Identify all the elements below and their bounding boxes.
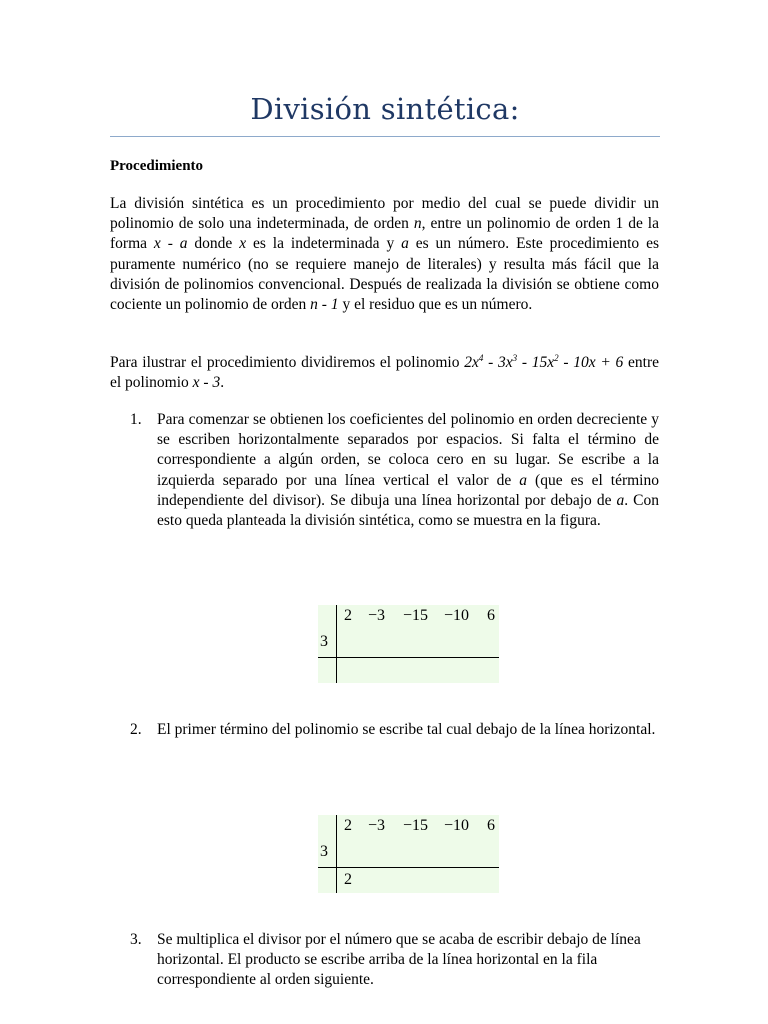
intro-paragraph: La división sintética es un procedimiento por medio del cual se puede dividir un polinomio de solo una indeterminada, de orden n, entre un polinomio de orden 1 de la forma x - a donde x es la indeterminada y a es un número. Este procedimiento es puramente numérico (no se requiere manejo de literales) y resulta más fácil que la división de polinomios convencional. Después de realizada la división se obtiene como cociente un polinomio de orden n - 1 y el residuo que es un número. xyxy=(110,195,659,314)
coefficient: −3 xyxy=(368,817,386,834)
result-value: 2 xyxy=(344,871,352,888)
synthetic-division-table-2 xyxy=(318,815,499,893)
horizontal-divider xyxy=(318,867,499,868)
step-3: 3. Se multiplica el divisor por el número que se acaba de escribir debajo de línea horizontal. El producto se escribe arriba de la línea horizontal en la fila correspondiente al orden siguiente. xyxy=(130,931,641,989)
section-heading: Procedimiento xyxy=(110,158,204,174)
coefficient: 2 xyxy=(344,607,352,624)
coefficient: −15 xyxy=(403,607,429,624)
step-number: 3. xyxy=(130,931,142,948)
step-number: 2. xyxy=(130,721,142,738)
divisor-value: 3 xyxy=(320,843,328,860)
coefficient: −10 xyxy=(444,607,470,624)
vertical-divider xyxy=(336,815,337,893)
coefficient: 6 xyxy=(487,817,495,834)
divisor-value: 3 xyxy=(320,633,328,650)
step-1: 1. Para comenzar se obtienen los coeficientes del polinomio en orden decreciente y se escriben horizontalmente separados por espacios. Si falta el término de correspondiente a algún orden, se coloca cero en su lugar. Se escribe a la izquierda separado por una línea vertical el valor de a (que es el término independiente del divisor). Se dibuja una línea horizontal por debajo de a. Con esto queda planteada la división sintética, como se muestra en la figura. xyxy=(130,411,659,530)
coefficient: 2 xyxy=(344,817,352,834)
coefficient: −3 xyxy=(368,607,386,624)
coefficient: −15 xyxy=(403,817,429,834)
synthetic-division-table-1 xyxy=(318,605,499,683)
coefficient: 6 xyxy=(487,607,495,624)
page-title: División sintética: xyxy=(250,92,520,126)
step-number: 1. xyxy=(130,411,142,428)
vertical-divider xyxy=(336,605,337,683)
title-underline xyxy=(110,136,660,137)
example-paragraph: Para ilustrar el procedimiento dividiremos el polinomio $2x^4 - 3x^3 - 15x^2 - 10x + 6$ entre el polinomio x - 3. xyxy=(110,353,659,392)
coefficient: −10 xyxy=(444,817,470,834)
horizontal-divider xyxy=(318,657,499,658)
step-2: 2. El primer término del polinomio se escribe tal cual debajo de la línea horizontal. xyxy=(130,720,659,740)
